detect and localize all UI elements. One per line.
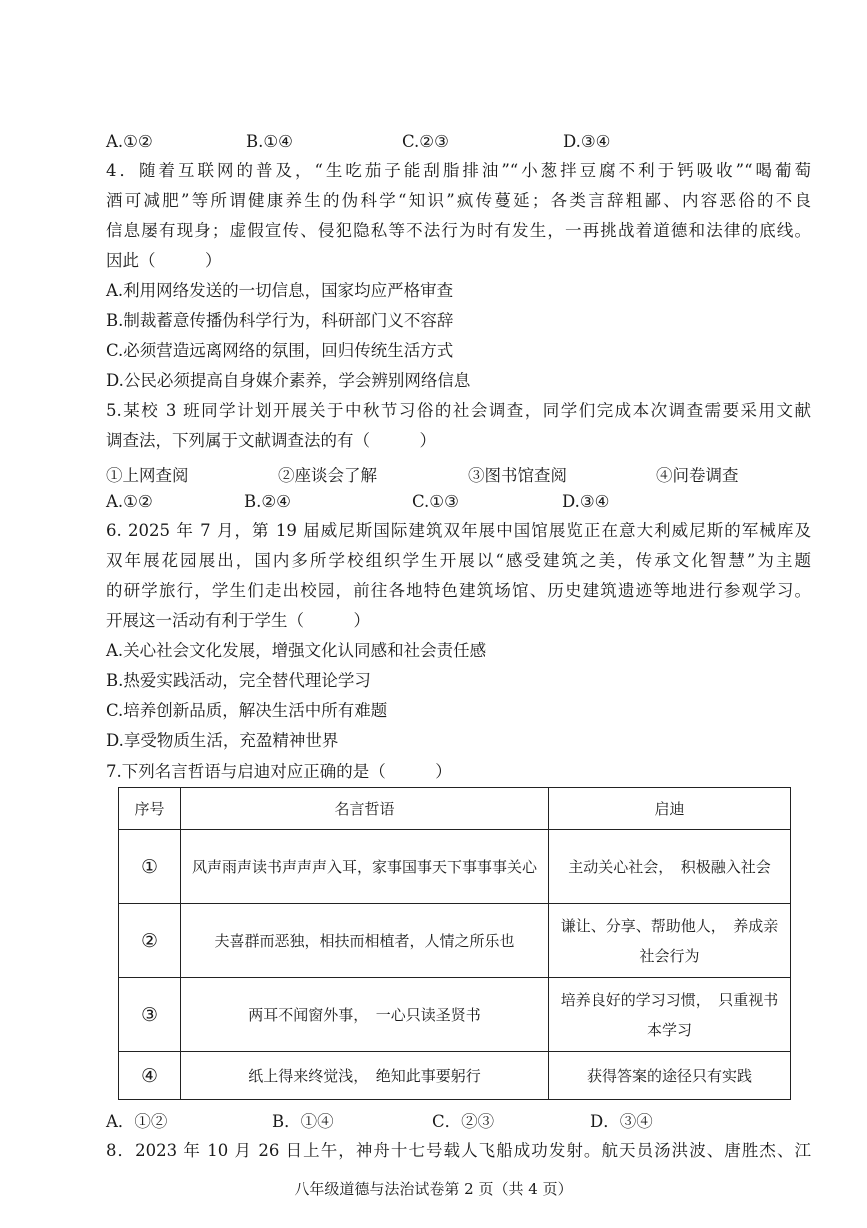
row-insight: 谦让、分享、帮助他人， 养成亲社会行为 xyxy=(549,904,791,978)
q5-option-b: B.②④ xyxy=(244,492,291,511)
q6-option-a: A.关心社会文化发展，增强文化认同感和社会责任感 xyxy=(106,641,487,660)
quote-table xyxy=(118,787,791,1100)
question-4 xyxy=(106,156,811,396)
question-5 xyxy=(106,396,811,456)
q5-item-2: ②座谈会了解 xyxy=(278,466,377,485)
q5-option-d: D.③④ xyxy=(562,492,610,511)
q6-option-c: C.培养创新品质，解决生活中所有难题 xyxy=(106,701,388,720)
q4-stem-line: 信息屡有现身；虚假宣传、侵犯隐私等不法行为时有发生，一再挑战着道德和法律的底线。 xyxy=(106,221,811,240)
q7-option-b: B．①④ xyxy=(272,1112,334,1131)
q4-option-d: D.公民必须提高自身媒介素养，学会辨别网络信息 xyxy=(106,371,471,390)
row-insight: 培养良好的学习习惯， 只重视书本学习 xyxy=(549,978,791,1052)
q8-stem-line: 8．2023 年 10 月 26 日上午，神舟十七号载人飞船成功发射。航天员汤洪波、唐胜杰、江 xyxy=(106,1141,811,1160)
question-6 xyxy=(106,516,811,756)
q4-option-c: C.必须营造远离网络的氛围，回归传统生活方式 xyxy=(106,341,454,360)
row-quote: 两耳不闻窗外事， 一心只读圣贤书 xyxy=(181,978,549,1052)
question-8 xyxy=(106,1136,811,1166)
row-insight: 获得答案的途径只有实践 xyxy=(549,1052,791,1100)
table-row xyxy=(119,904,791,978)
row-number: ② xyxy=(119,904,181,978)
q4-stem-line: 4．随着互联网的普及，“生吃茄子能刮脂排油”“小葱拌豆腐不利于钙吸收”“喝葡萄 xyxy=(106,161,811,180)
q5-stem-line: 5.某校 3 班同学计划开展关于中秋节习俗的社会调查，同学们完成本次调查需要采用文献 xyxy=(106,401,811,420)
row-quote: 夫喜群而恶独，相扶而相植者，人情之所乐也 xyxy=(181,904,549,978)
table-row xyxy=(119,1052,791,1100)
q7-stem: 7.下列名言哲语与启迪对应正确的是（ ） xyxy=(106,762,452,781)
q6-stem-line: 双年展花园展出，国内多所学校组织学生开展以“感受建筑之美，传承文化智慧”为主题 xyxy=(106,551,811,570)
q6-stem-line: 开展这一活动有利于学生（ ） xyxy=(106,611,370,630)
q7-option-c: C．②③ xyxy=(432,1112,495,1131)
q6-stem-line: 6. 2025 年 7 月，第 19 届威尼斯国际建筑双年展中国馆展览正在意大利威尼斯的军械库及 xyxy=(106,521,811,540)
q5-stem-line: 调查法，下列属于文献调查法的有（ ） xyxy=(106,431,436,450)
row-number: ④ xyxy=(119,1052,181,1100)
row-quote: 纸上得来终觉浅， 绝知此事要躬行 xyxy=(181,1052,549,1100)
q5-option-c: C.①③ xyxy=(412,492,459,511)
q4-stem-line: 因此（ ） xyxy=(106,251,222,270)
row-number: ① xyxy=(119,830,181,904)
q3-option-c: C.②③ xyxy=(402,132,449,151)
q5-option-a: A.①② xyxy=(106,492,153,511)
row-quote: 风声雨声读书声声声入耳，家事国事天下事事事关心 xyxy=(181,830,549,904)
q3-option-d: D.③④ xyxy=(563,132,611,151)
q6-option-b: B.热爱实践活动，完全替代理论学习 xyxy=(106,671,371,690)
q4-option-a: A.利用网络发送的一切信息，国家均应严格审查 xyxy=(106,281,454,300)
q6-stem-line: 的研学旅行，学生们走出校园，前往各地特色建筑场馆、历史建筑遗迹等地进行参观学习。 xyxy=(106,581,811,600)
q7-option-a: A．①② xyxy=(106,1112,168,1131)
header-quote: 名言哲语 xyxy=(181,788,549,830)
table-header-row xyxy=(119,788,791,830)
header-insight: 启迪 xyxy=(549,788,791,830)
q3-option-a: A.①② xyxy=(106,132,153,151)
row-insight: 主动关心社会， 积极融入社会 xyxy=(549,830,791,904)
page-footer: 八年级道德与法治试卷第 2 页（共 4 页） xyxy=(294,1180,573,1198)
q5-item-3: ③图书馆查阅 xyxy=(468,466,567,485)
q7-option-d: D．③④ xyxy=(590,1112,653,1131)
q5-item-1: ①上网查阅 xyxy=(106,466,189,485)
row-number: ③ xyxy=(119,978,181,1052)
table-row xyxy=(119,830,791,904)
q6-option-d: D.享受物质生活，充盈精神世界 xyxy=(106,731,339,750)
q4-stem-line: 酒可减肥”等所谓健康养生的伪科学“知识”疯传蔓延；各类言辞粗鄙、内容恶俗的不良 xyxy=(106,191,811,210)
table-row xyxy=(119,978,791,1052)
q3-option-b: B.①④ xyxy=(246,132,293,151)
header-number: 序号 xyxy=(119,788,181,830)
q4-option-b: B.制裁蓄意传播伪科学行为，科研部门义不容辞 xyxy=(106,311,454,330)
q5-item-4: ④问卷调查 xyxy=(656,466,739,485)
